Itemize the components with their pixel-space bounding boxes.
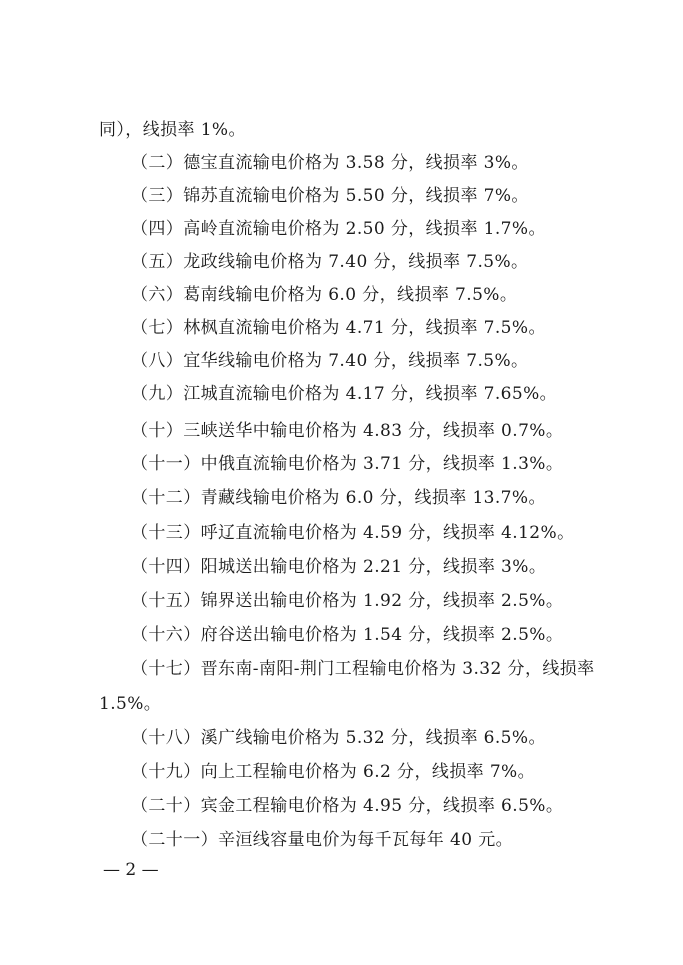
text-line: （六）葛南线输电价格为 6.0 分，线损率 7.5%。	[131, 285, 518, 305]
page-number: — 2 —	[103, 860, 159, 880]
text-line: （五）龙政线输电价格为 7.40 分，线损率 7.5%。	[131, 252, 529, 272]
text-line: 同），线损率 1%。	[99, 120, 246, 140]
text-line: （四）高岭直流输电价格为 2.50 分，线损率 1.7%。	[131, 219, 546, 239]
text-line: （十九）向上工程输电价格为 6.2 分，线损率 7%。	[131, 762, 536, 782]
text-line: （十八）溪广线输电价格为 5.32 分，线损率 6.5%。	[131, 728, 546, 748]
text-line: （十二）青藏线输电价格为 6.0 分，线损率 13.7%。	[131, 488, 546, 508]
text-line: （二十）宾金工程输电价格为 4.95 分，线损率 6.5%。	[131, 796, 564, 816]
text-line: （二十一）辛洹线容量电价为每千瓦每年 40 元。	[131, 830, 514, 850]
text-line: （十三）呼辽直流输电价格为 4.59 分，线损率 4.12%。	[131, 523, 575, 543]
text-line: （三）锦苏直流输电价格为 5.50 分，线损率 7%。	[131, 186, 529, 206]
text-line: （十）三峡送华中输电价格为 4.83 分，线损率 0.7%。	[131, 421, 564, 441]
text-line: （九）江城直流输电价格为 4.17 分，线损率 7.65%。	[131, 384, 558, 404]
text-line: （十七）晋东南-南阳-荆门工程输电价格为 3.32 分，线损率	[131, 659, 595, 679]
text-line: 1.5%。	[99, 694, 162, 714]
text-line: （十五）锦界送出输电价格为 1.92 分，线损率 2.5%。	[131, 591, 564, 611]
text-line: （十六）府谷送出输电价格为 1.54 分，线损率 2.5%。	[131, 625, 564, 645]
text-line: （十四）阳城送出输电价格为 2.21 分，线损率 3%。	[131, 557, 547, 577]
text-line: （八）宜华线输电价格为 7.40 分，线损率 7.5%。	[131, 351, 529, 371]
text-line: （二）德宝直流输电价格为 3.58 分，线损率 3%。	[131, 153, 529, 173]
text-line: （七）林枫直流输电价格为 4.71 分，线损率 7.5%。	[131, 318, 546, 338]
text-line: （十一）中俄直流输电价格为 3.71 分，线损率 1.3%。	[131, 454, 564, 474]
